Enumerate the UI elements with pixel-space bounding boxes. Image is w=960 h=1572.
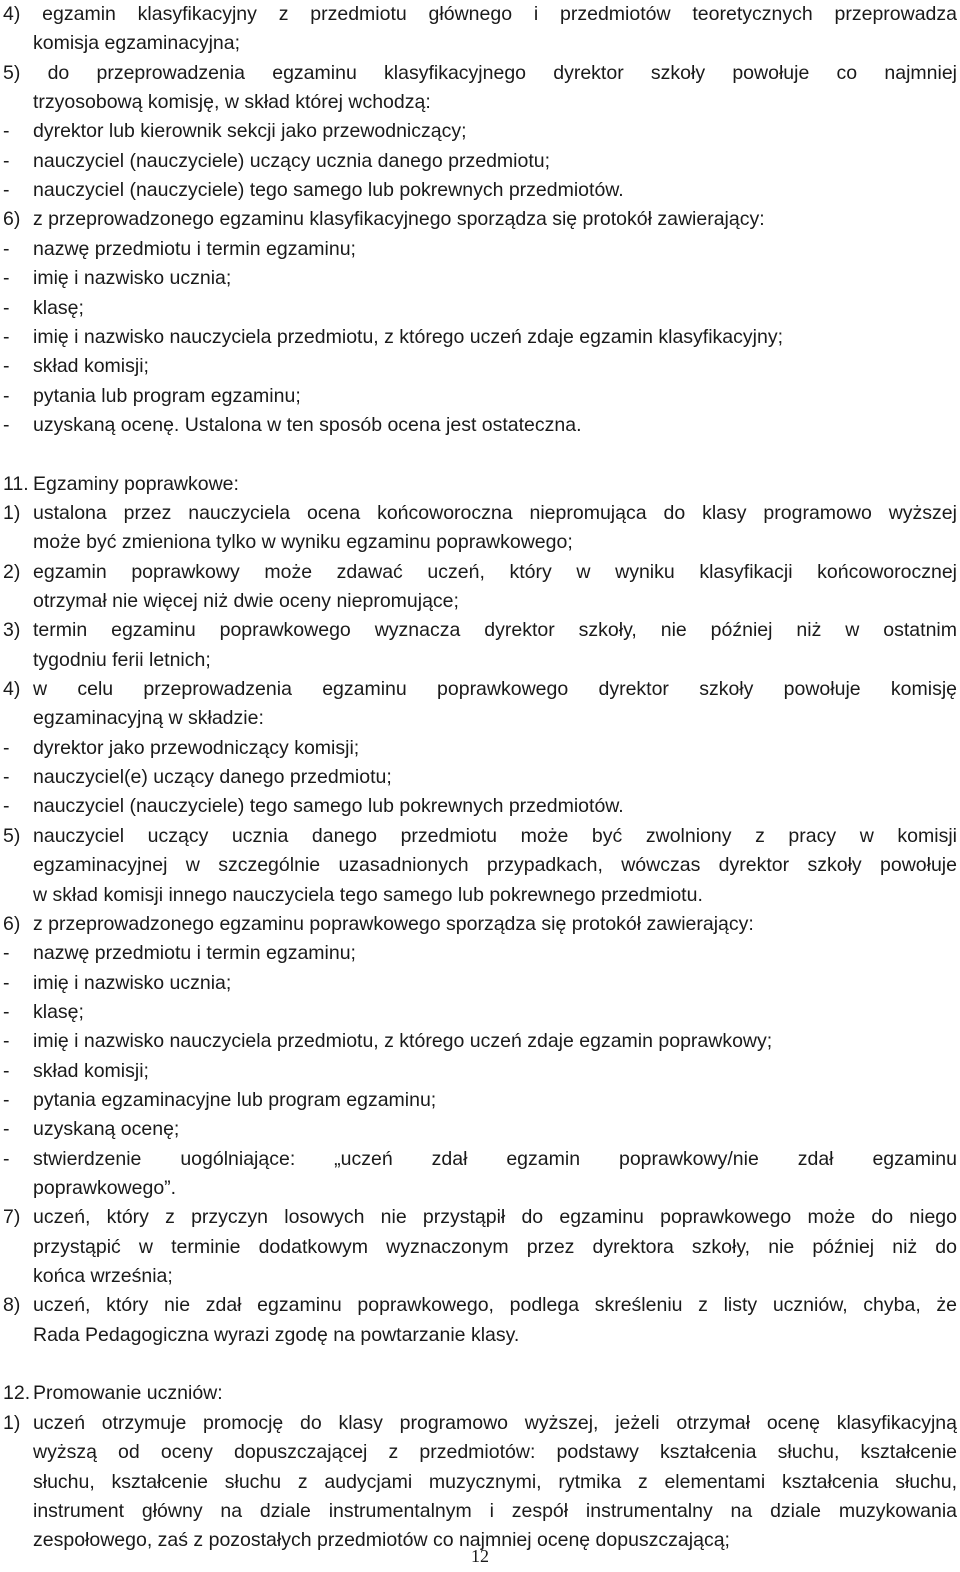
list-marker: -: [3, 325, 10, 348]
list-marker: -: [3, 267, 10, 290]
text-line: [0, 881, 960, 910]
list-marker: -: [3, 736, 10, 759]
line-text: uzyskaną ocenę;: [33, 1118, 180, 1141]
text-line: [0, 587, 960, 616]
text-line: [0, 59, 960, 88]
line-text: nauczyciel (nauczyciele) tego samego lub pokrewnych przedmiotów.: [33, 795, 624, 818]
list-marker: 3): [3, 619, 21, 642]
text-line: [0, 1057, 960, 1086]
line-text: Rada Pedagogiczna wyrazi zgodę na powtarzanie klasy.: [33, 1323, 520, 1346]
text-line: [0, 675, 960, 704]
list-marker: -: [3, 1118, 10, 1141]
list-marker: -: [3, 355, 10, 378]
text-line: [0, 969, 960, 998]
line-text: ustalona przez nauczyciela ocena końcoworoczna niepromująca do klasy programowo wyższej: [33, 501, 957, 524]
list-marker: -: [3, 1088, 10, 1111]
text-line: [0, 1379, 960, 1408]
list-marker: 5): [3, 824, 21, 847]
list-marker: -: [3, 384, 10, 407]
text-line: [0, 205, 960, 234]
text-line: [0, 1350, 960, 1379]
line-text: nauczyciel uczący ucznia danego przedmiotu może być zwolniony z pracy w komisji: [33, 824, 957, 847]
line-text: poprawkowego”.: [33, 1177, 177, 1199]
line-text: Egzaminy poprawkowe:: [33, 472, 239, 495]
line-text: tygodniu ferii letnich;: [33, 648, 211, 671]
text-line: [0, 1203, 960, 1232]
text-line: [0, 763, 960, 792]
list-marker: -: [3, 766, 10, 789]
list-marker: -: [3, 1000, 10, 1023]
line-text: dyrektor lub kierownik sekcji jako przewodniczący;: [33, 120, 467, 143]
line-text: imię i nazwisko ucznia;: [33, 267, 232, 290]
list-marker: -: [3, 1030, 10, 1053]
text-line: [0, 1291, 960, 1320]
line-text: skład komisji;: [33, 355, 149, 378]
line-text: Promowanie uczniów:: [33, 1382, 223, 1405]
line-text: w skład komisji innego nauczyciela tego samego lub pokrewnego przedmiotu.: [33, 883, 703, 906]
line-text: skład komisji;: [33, 1059, 149, 1082]
list-marker: 7): [3, 1206, 21, 1229]
text-line: [0, 792, 960, 821]
text-line: [0, 323, 960, 352]
text-line: [0, 294, 960, 323]
line-text: końca września;: [33, 1265, 173, 1288]
line-text: pytania lub program egzaminu;: [33, 384, 301, 407]
list-marker: -: [3, 795, 10, 818]
list-marker: 4): [3, 678, 21, 701]
text-line: [0, 264, 960, 293]
line-text: uzyskaną ocenę. Ustalona w ten sposób ocena jest ostateczna.: [33, 413, 582, 436]
line-text: 4) egzamin klasyfikacyjny z przedmiotu głównego i przedmiotów teoretycznych przeprowadza: [3, 3, 957, 25]
page-number: 12: [471, 1546, 489, 1566]
text-line: [0, 29, 960, 58]
list-marker: -: [3, 413, 10, 436]
list-marker: -: [3, 149, 10, 172]
line-text: otrzymał nie więcej niż dwie oceny niepromujące;: [33, 590, 459, 612]
text-line: [0, 1409, 960, 1438]
line-text: nazwę przedmiotu i termin egzaminu;: [33, 237, 356, 260]
line-text: może być zmieniona tylko w wyniku egzaminu poprawkowego;: [33, 531, 573, 554]
text-line: [0, 1145, 960, 1174]
list-marker: 1): [3, 501, 21, 524]
line-text: z przeprowadzonego egzaminu poprawkowego sporządza się protokół zawierający:: [33, 912, 754, 935]
list-marker: 6): [3, 912, 21, 935]
list-marker: -: [3, 237, 10, 260]
text-line: [0, 1086, 960, 1115]
text-line: [0, 734, 960, 763]
text-line: [0, 117, 960, 146]
list-marker: 11.: [3, 472, 29, 495]
line-text: imię i nazwisko ucznia;: [33, 971, 232, 994]
list-marker: -: [3, 1147, 10, 1170]
text-line: [0, 1174, 960, 1203]
text-line: [0, 147, 960, 176]
line-text: egzaminacyjną w składzie:: [33, 707, 264, 730]
line-text: zespołowego, zaś z pozostałych przedmiotów co najmniej ocenę dopuszczającą;: [33, 1529, 730, 1552]
text-line: [0, 528, 960, 557]
line-text: przystąpić w terminie dodatkowym wyznaczonym przez dyrektora szkoły, nie później niż do: [33, 1235, 957, 1258]
line-text: klasę;: [33, 296, 84, 319]
line-text: uczeń, który z przyczyn losowych nie przystąpił do egzaminu poprawkowego może do niego: [33, 1206, 957, 1229]
text-line: [0, 1233, 960, 1262]
line-text: stwierdzenie uogólniające: „uczeń zdał egzamin poprawkowy/nie zdał egzaminu: [33, 1147, 957, 1170]
line-text: nauczyciel (nauczyciele) tego samego lub pokrewnych przedmiotów.: [33, 179, 624, 202]
line-text: wyższą od oceny dopuszczającej z przedmiotów: podstawy kształcenia słuchu, kształcenie: [33, 1441, 957, 1464]
line-text: nauczyciel(e) uczący danego przedmiotu;: [33, 766, 392, 789]
text-line: [0, 646, 960, 675]
list-marker: -: [3, 942, 10, 965]
text-line: [0, 939, 960, 968]
text-line: [0, 616, 960, 645]
text-line: [0, 1027, 960, 1056]
text-line: [0, 176, 960, 205]
text-line: [0, 1468, 960, 1497]
text-line: [0, 910, 960, 939]
text-line: [0, 382, 960, 411]
list-marker: -: [3, 971, 10, 994]
text-line: [0, 998, 960, 1027]
text-line: [0, 558, 960, 587]
line-text: instrument główny na dziale instrumentalnym i zespół instrumentalny na dziale muzykowania: [33, 1499, 957, 1522]
line-text: klasę;: [33, 1000, 84, 1023]
list-marker: -: [3, 1059, 10, 1082]
line-text: nauczyciel (nauczyciele) uczący ucznia danego przedmiotu;: [33, 149, 551, 172]
text-line: [0, 1115, 960, 1144]
text-line: [0, 235, 960, 264]
line-text: słuchu, kształcenie słuchu z audycjami muzycznymi, rytmika z elementami kształcenia słuchu,: [33, 1470, 957, 1493]
line-text: z przeprowadzonego egzaminu klasyfikacyjnego sporządza się protokół zawierający:: [33, 208, 765, 231]
text-line: [0, 822, 960, 851]
line-text: w celu przeprowadzenia egzaminu poprawkowego dyrektor szkoły powołuje komisję: [33, 678, 957, 701]
text-line: [0, 851, 960, 880]
line-text: uczeń, który nie zdał egzaminu poprawkowego, podlega skreśleniu z listy uczniów, chyba, że: [33, 1294, 957, 1317]
line-text: egzaminacyjnej w szczególnie uzasadnionych przypadkach, wówczas dyrektor szkoły powołuje: [33, 854, 957, 877]
line-text: imię i nazwisko nauczyciela przedmiotu, z którego uczeń zdaje egzamin klasyfikacyjny;: [33, 325, 783, 348]
line-text: imię i nazwisko nauczyciela przedmiotu, z którego uczeń zdaje egzamin poprawkowy;: [33, 1030, 773, 1053]
line-text: trzyosobową komisję, w skład której wchodzą:: [33, 91, 431, 114]
text-line: [0, 411, 960, 440]
line-text: nazwę przedmiotu i termin egzaminu;: [33, 942, 356, 965]
list-marker: -: [3, 296, 10, 319]
text-line: [0, 0, 960, 29]
text-line: [0, 88, 960, 117]
line-text: egzamin poprawkowy może zdawać uczeń, który w wyniku klasyfikacji końcoworocznej: [33, 560, 957, 583]
list-marker: 2): [3, 560, 21, 583]
text-line: [0, 1321, 960, 1350]
list-marker: -: [3, 120, 10, 143]
line-text: komisja egzaminacyjna;: [33, 32, 241, 55]
list-marker: 1): [3, 1411, 21, 1434]
line-text: pytania egzaminacyjne lub program egzaminu;: [33, 1088, 437, 1111]
line-text: 5) do przeprowadzenia egzaminu klasyfikacyjnego dyrektor szkoły powołuje co najmniej: [3, 61, 957, 84]
text-line: [0, 1262, 960, 1291]
text-line: [0, 470, 960, 499]
text-line: [0, 440, 960, 469]
text-line: [0, 704, 960, 733]
line-text: termin egzaminu poprawkowego wyznacza dyrektor szkoły, nie później niż w ostatnim: [33, 619, 957, 642]
line-text: dyrektor jako przewodniczący komisji;: [33, 736, 360, 759]
list-marker: -: [3, 179, 10, 202]
text-line: [0, 352, 960, 381]
list-marker: 12.: [3, 1382, 31, 1405]
text-line: [0, 1438, 960, 1467]
text-line: [0, 499, 960, 528]
list-marker: 8): [3, 1294, 21, 1317]
list-marker: 6): [3, 208, 21, 231]
text-line: [0, 1497, 960, 1526]
line-text: uczeń otrzymuje promocję do klasy programowo wyższej, jeżeli otrzymał ocenę klasyfikacyjną: [33, 1411, 957, 1434]
